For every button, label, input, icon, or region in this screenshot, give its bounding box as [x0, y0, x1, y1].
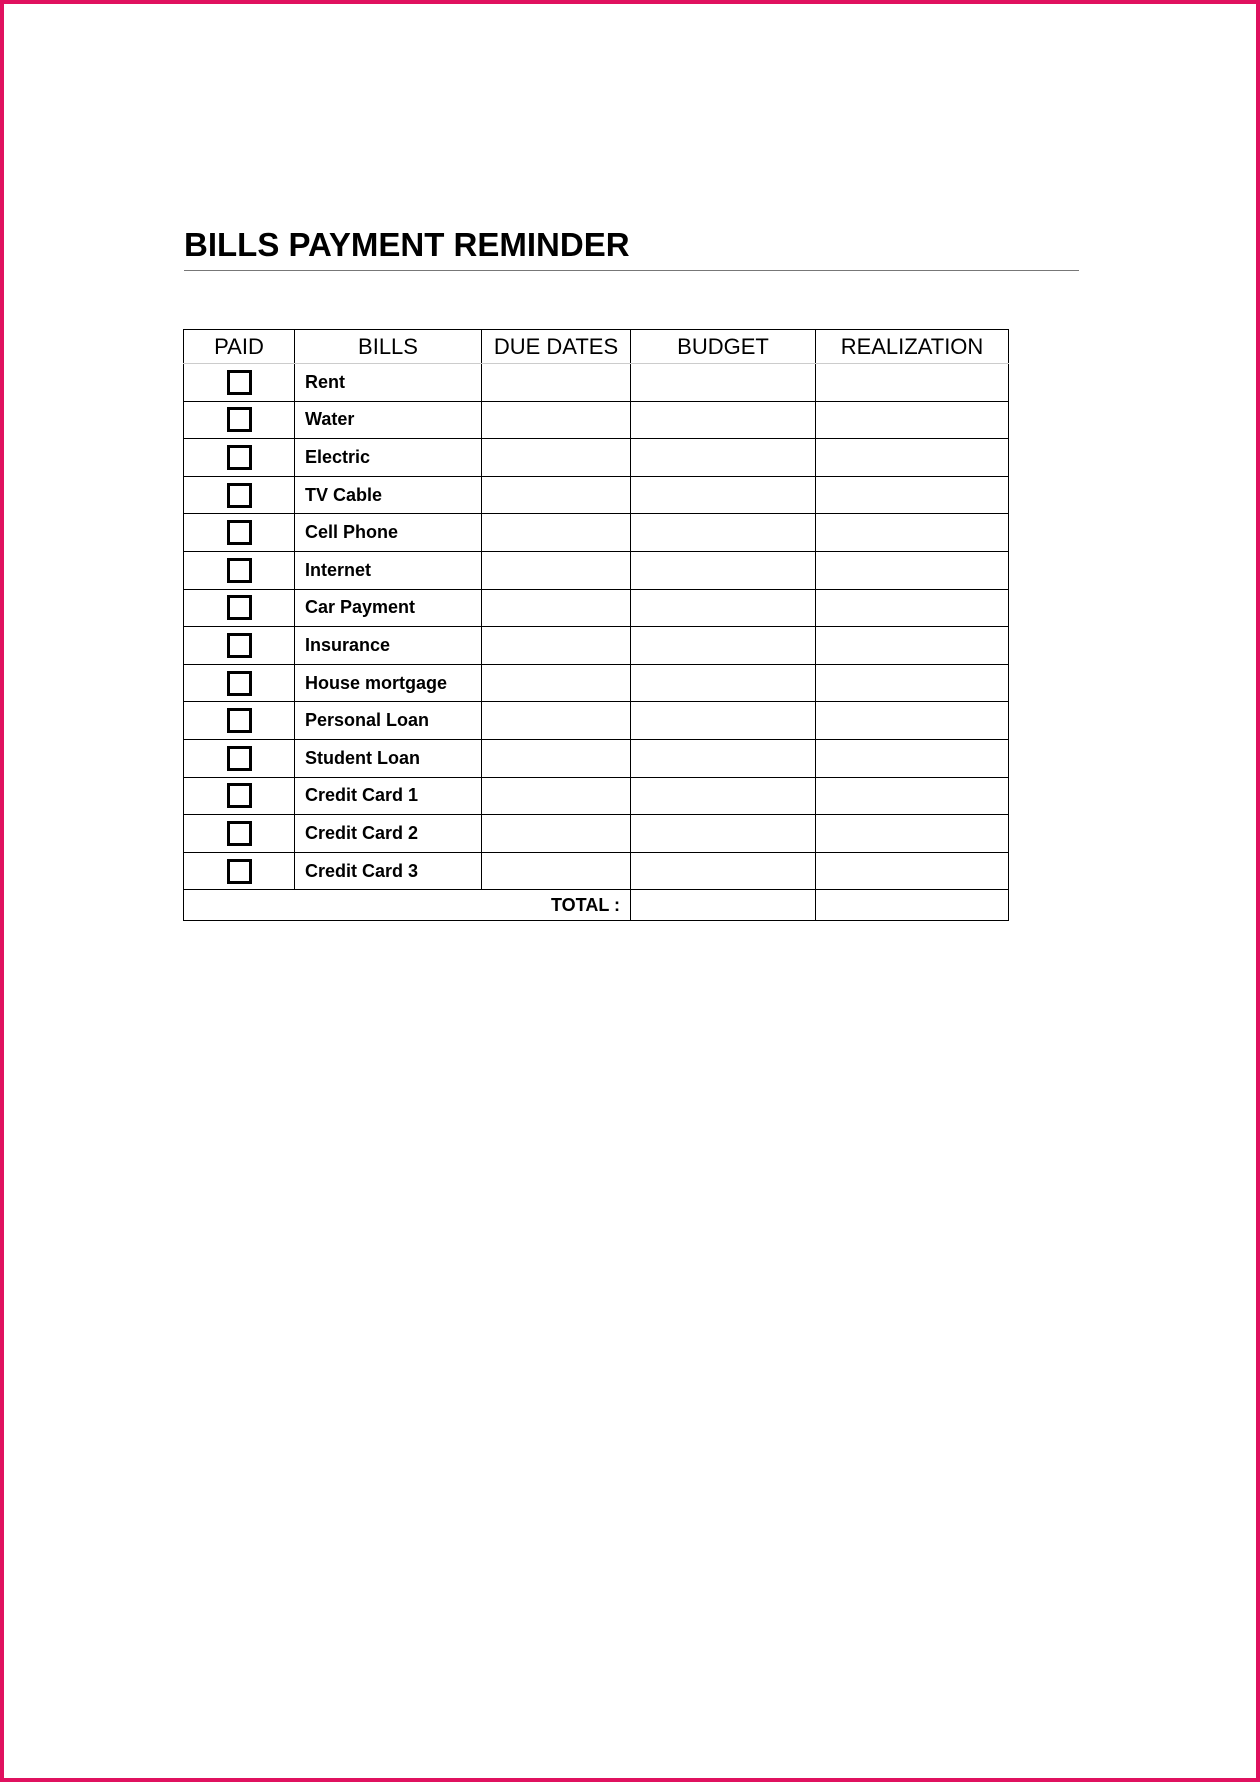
- realization-cell[interactable]: [816, 777, 1009, 815]
- realization-cell[interactable]: [816, 739, 1009, 777]
- paid-cell: [184, 777, 295, 815]
- bill-name: Water: [295, 401, 482, 439]
- table-row: [184, 514, 1009, 552]
- realization-cell[interactable]: [816, 439, 1009, 477]
- table-row: [184, 627, 1009, 665]
- realization-cell[interactable]: [816, 514, 1009, 552]
- realization-cell[interactable]: [816, 702, 1009, 740]
- paid-cell: [184, 364, 295, 402]
- due-date-cell[interactable]: [482, 627, 631, 665]
- paid-checkbox[interactable]: [227, 633, 252, 658]
- budget-cell[interactable]: [631, 401, 816, 439]
- bill-name: Credit Card 3: [295, 852, 482, 890]
- paid-cell: [184, 589, 295, 627]
- paid-checkbox[interactable]: [227, 859, 252, 884]
- realization-cell[interactable]: [816, 476, 1009, 514]
- table-row: [184, 476, 1009, 514]
- budget-cell[interactable]: [631, 777, 816, 815]
- page-title: BILLS PAYMENT REMINDER: [184, 226, 630, 263]
- budget-cell[interactable]: [631, 852, 816, 890]
- total-label: TOTAL :: [184, 890, 631, 921]
- paid-cell: [184, 551, 295, 589]
- paid-checkbox[interactable]: [227, 370, 252, 395]
- table-row: [184, 739, 1009, 777]
- due-date-cell[interactable]: [482, 364, 631, 402]
- table-row: [184, 852, 1009, 890]
- due-date-cell[interactable]: [482, 439, 631, 477]
- bill-name: Car Payment: [295, 589, 482, 627]
- budget-cell[interactable]: [631, 815, 816, 853]
- due-date-cell[interactable]: [482, 664, 631, 702]
- header-paid: PAID: [184, 330, 295, 364]
- bill-name: Credit Card 2: [295, 815, 482, 853]
- budget-cell[interactable]: [631, 664, 816, 702]
- paid-checkbox[interactable]: [227, 783, 252, 808]
- realization-cell[interactable]: [816, 401, 1009, 439]
- budget-cell[interactable]: [631, 364, 816, 402]
- paid-checkbox[interactable]: [227, 483, 252, 508]
- table-row: [184, 439, 1009, 477]
- table-row: [184, 401, 1009, 439]
- budget-cell[interactable]: [631, 627, 816, 665]
- due-date-cell[interactable]: [482, 777, 631, 815]
- budget-cell[interactable]: [631, 702, 816, 740]
- due-date-cell[interactable]: [482, 589, 631, 627]
- realization-cell[interactable]: [816, 551, 1009, 589]
- header-realization: REALIZATION: [816, 330, 1009, 364]
- paid-cell: [184, 476, 295, 514]
- paid-cell: [184, 664, 295, 702]
- table-row: [184, 364, 1009, 402]
- due-date-cell[interactable]: [482, 702, 631, 740]
- total-realization-cell[interactable]: [816, 890, 1009, 921]
- bill-name: Personal Loan: [295, 702, 482, 740]
- bill-name: Cell Phone: [295, 514, 482, 552]
- budget-cell[interactable]: [631, 551, 816, 589]
- paid-checkbox[interactable]: [227, 407, 252, 432]
- due-date-cell[interactable]: [482, 476, 631, 514]
- paid-checkbox[interactable]: [227, 708, 252, 733]
- due-date-cell[interactable]: [482, 739, 631, 777]
- table-row: [184, 702, 1009, 740]
- due-date-cell[interactable]: [482, 852, 631, 890]
- table-header-row: [184, 330, 1009, 364]
- budget-cell[interactable]: [631, 739, 816, 777]
- paid-checkbox[interactable]: [227, 445, 252, 470]
- realization-cell[interactable]: [816, 852, 1009, 890]
- bill-name: Electric: [295, 439, 482, 477]
- header-budget: BUDGET: [631, 330, 816, 364]
- table-row: [184, 589, 1009, 627]
- realization-cell[interactable]: [816, 815, 1009, 853]
- bill-name: Rent: [295, 364, 482, 402]
- total-budget-cell[interactable]: [631, 890, 816, 921]
- paid-cell: [184, 815, 295, 853]
- due-date-cell[interactable]: [482, 514, 631, 552]
- paid-cell: [184, 439, 295, 477]
- paid-checkbox[interactable]: [227, 595, 252, 620]
- paid-cell: [184, 401, 295, 439]
- paid-checkbox[interactable]: [227, 746, 252, 771]
- paid-cell: [184, 739, 295, 777]
- paid-cell: [184, 514, 295, 552]
- paid-cell: [184, 702, 295, 740]
- realization-cell[interactable]: [816, 664, 1009, 702]
- header-due-dates: DUE DATES: [482, 330, 631, 364]
- paid-cell: [184, 852, 295, 890]
- paid-checkbox[interactable]: [227, 520, 252, 545]
- budget-cell[interactable]: [631, 514, 816, 552]
- total-row: [184, 890, 1009, 921]
- bill-name: Student Loan: [295, 739, 482, 777]
- budget-cell[interactable]: [631, 589, 816, 627]
- paid-checkbox[interactable]: [227, 558, 252, 583]
- bill-name: Insurance: [295, 627, 482, 665]
- paid-checkbox[interactable]: [227, 821, 252, 846]
- due-date-cell[interactable]: [482, 551, 631, 589]
- realization-cell[interactable]: [816, 589, 1009, 627]
- bill-name: Internet: [295, 551, 482, 589]
- budget-cell[interactable]: [631, 439, 816, 477]
- header-bills: BILLS: [295, 330, 482, 364]
- bills-table: [183, 329, 1009, 921]
- due-date-cell[interactable]: [482, 815, 631, 853]
- bill-name: TV Cable: [295, 476, 482, 514]
- budget-cell[interactable]: [631, 476, 816, 514]
- table-row: [184, 815, 1009, 853]
- table-row: [184, 551, 1009, 589]
- table-row: [184, 777, 1009, 815]
- table-row: [184, 664, 1009, 702]
- realization-cell[interactable]: [816, 627, 1009, 665]
- paid-cell: [184, 627, 295, 665]
- bill-name: House mortgage: [295, 664, 482, 702]
- bill-name: Credit Card 1: [295, 777, 482, 815]
- title-divider: [184, 270, 1079, 271]
- paid-checkbox[interactable]: [227, 671, 252, 696]
- due-date-cell[interactable]: [482, 401, 631, 439]
- realization-cell[interactable]: [816, 364, 1009, 402]
